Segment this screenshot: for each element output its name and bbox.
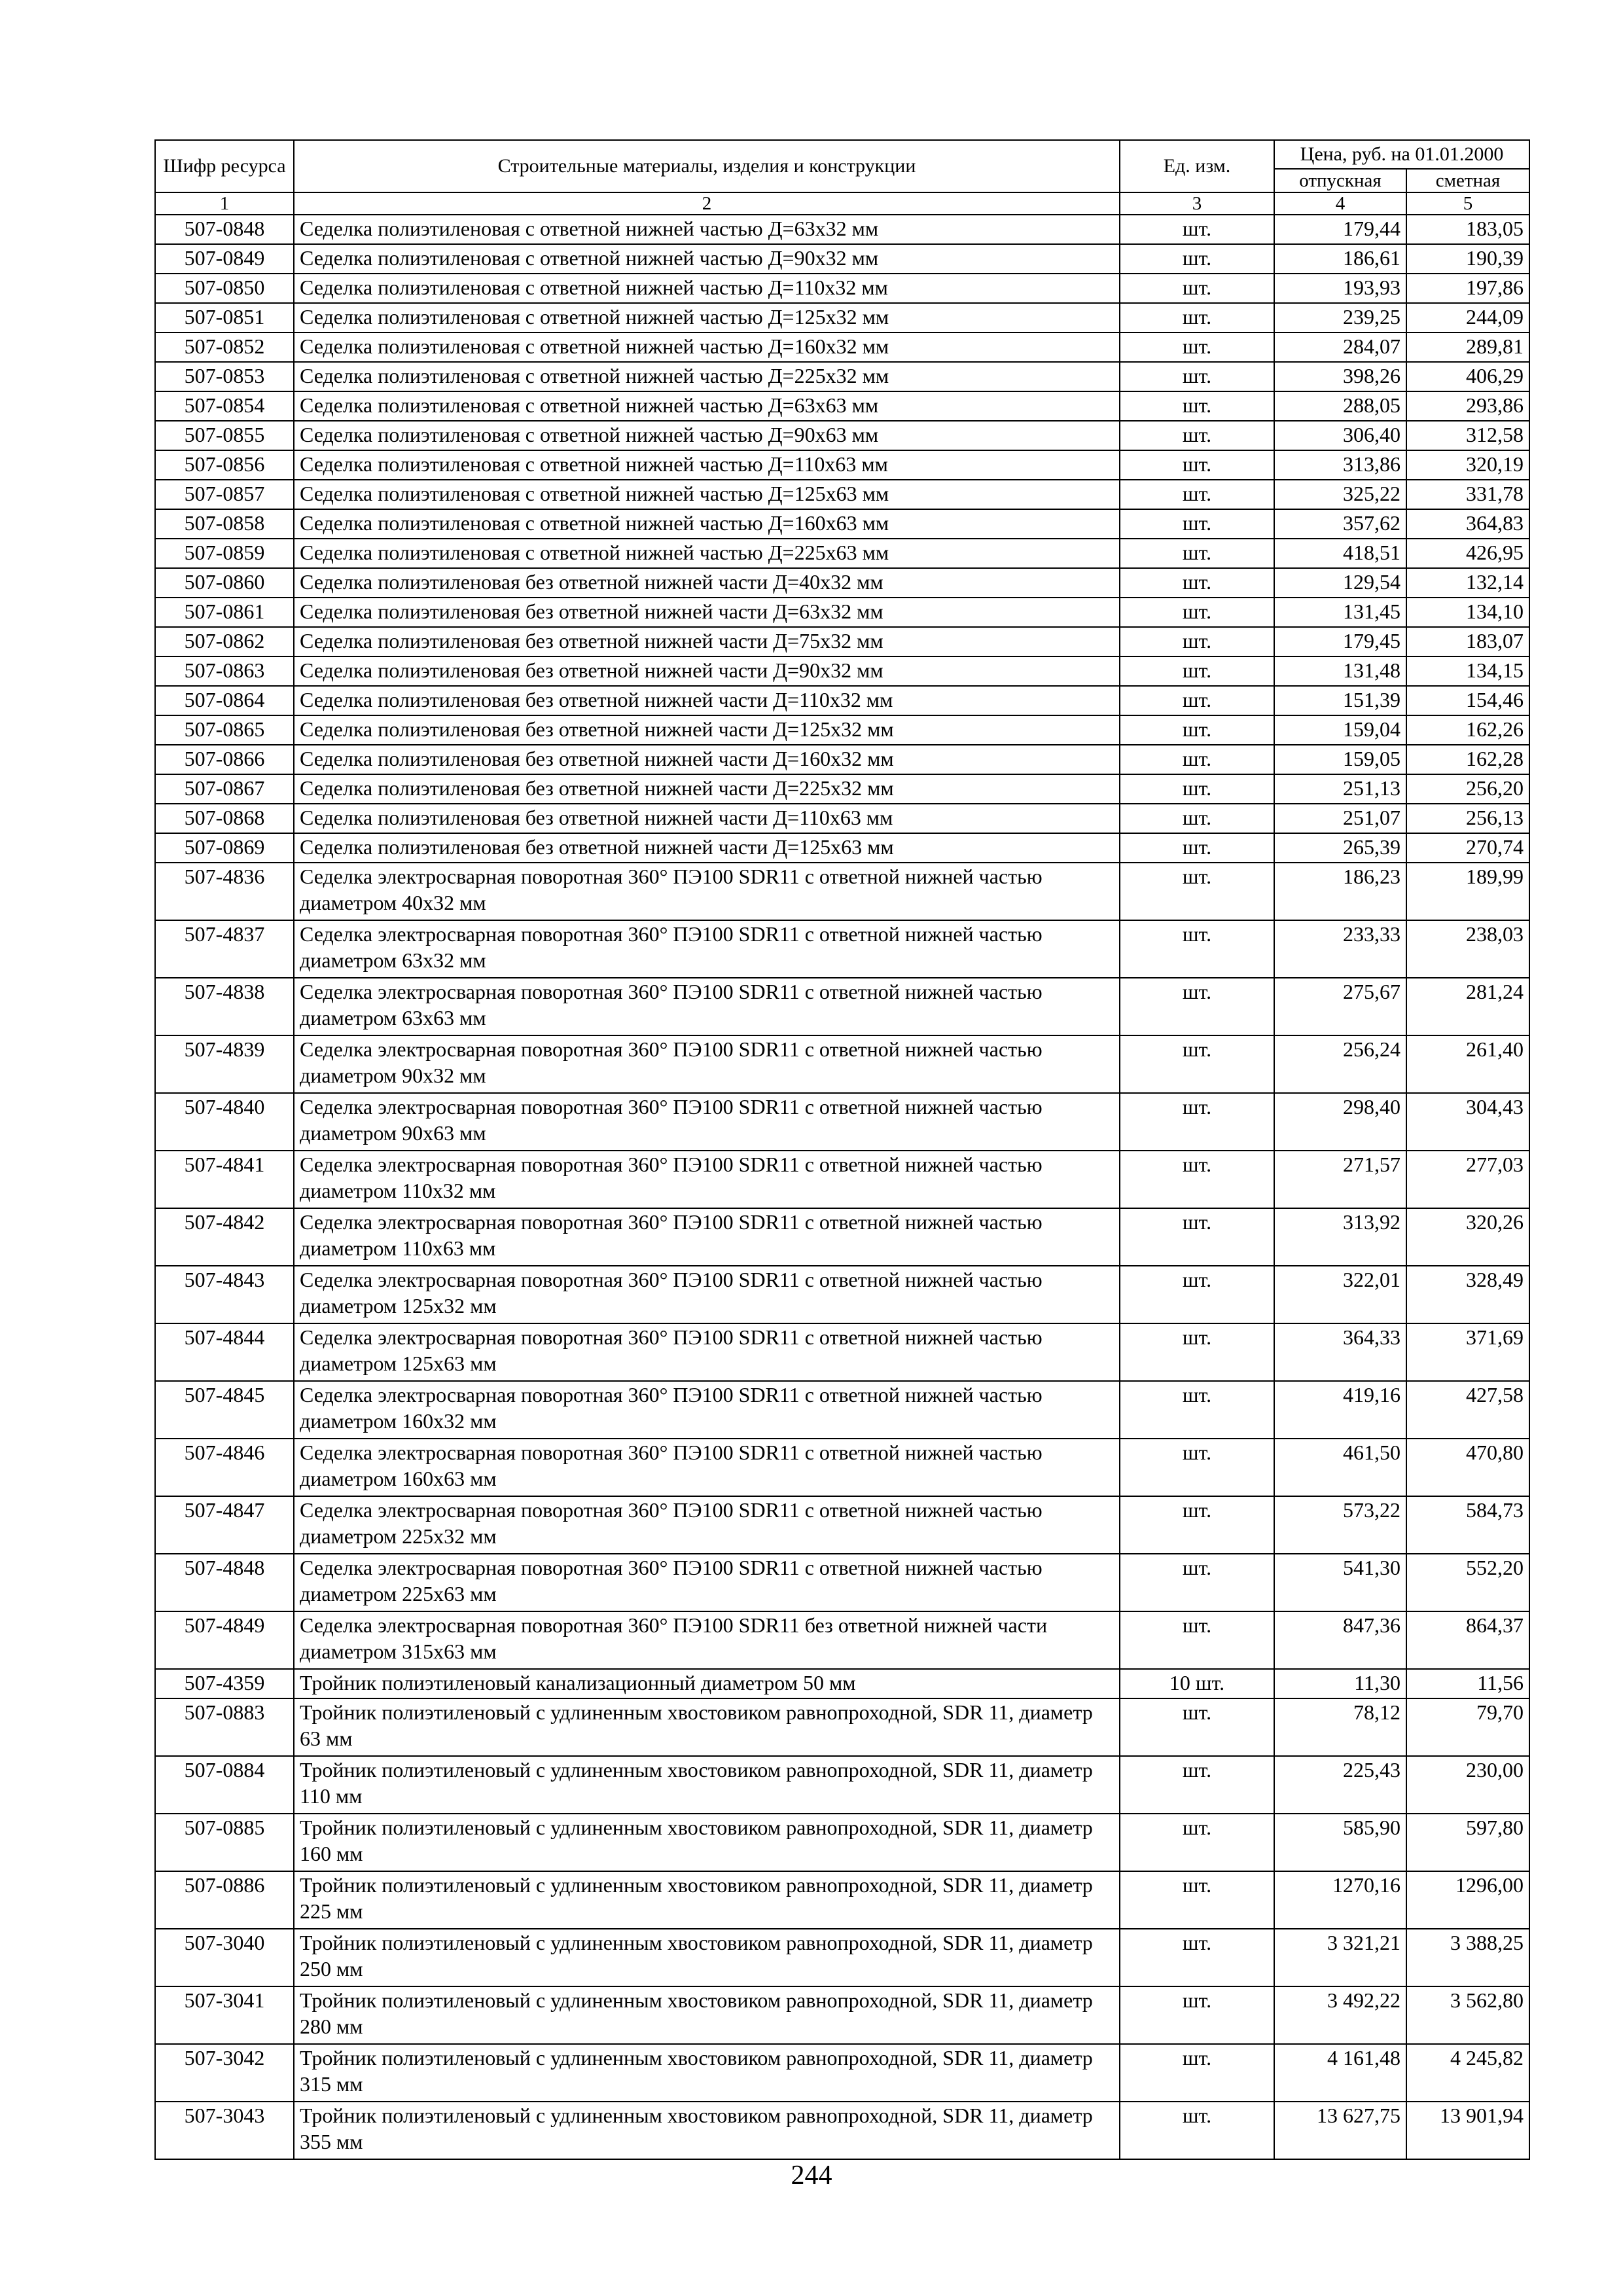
unit: шт. (1120, 1035, 1274, 1093)
release-price: 265,39 (1274, 833, 1406, 863)
material-name: Седелка полиэтиленовая без ответной нижней части Д=125х32 мм (294, 715, 1120, 745)
estimate-price: 364,83 (1406, 509, 1529, 539)
release-price: 398,26 (1274, 362, 1406, 391)
table-row (155, 274, 1529, 303)
column-number: 4 (1274, 192, 1406, 215)
table-row (155, 1323, 1529, 1381)
release-price: 271,57 (1274, 1151, 1406, 1208)
material-name: Седелка полиэтиленовая без ответной нижней части Д=110х32 мм (294, 686, 1120, 715)
estimate-price: 244,09 (1406, 303, 1529, 332)
resource-code: 507-3040 (155, 1929, 294, 1986)
material-name: Седелка электросварная поворотная 360° ПЭ100 SDR11 с ответной нижней частью диаметром 125х32 мм (294, 1266, 1120, 1323)
estimate-price: 312,58 (1406, 421, 1529, 450)
unit: шт. (1120, 362, 1274, 391)
table-row (155, 833, 1529, 863)
material-name: Седелка электросварная поворотная 360° ПЭ100 SDR11 с ответной нижней частью диаметром 63х63 мм (294, 978, 1120, 1035)
resource-code: 507-4844 (155, 1323, 294, 1381)
header-estimate: сметная (1406, 169, 1529, 192)
table-row (155, 1035, 1529, 1093)
resource-code: 507-4846 (155, 1439, 294, 1496)
resource-code: 507-0865 (155, 715, 294, 745)
material-name: Седелка полиэтиленовая с ответной нижней частью Д=125х63 мм (294, 480, 1120, 509)
resource-code: 507-0849 (155, 244, 294, 274)
estimate-price: 289,81 (1406, 332, 1529, 362)
resource-code: 507-4845 (155, 1381, 294, 1439)
release-price: 847,36 (1274, 1611, 1406, 1669)
material-name: Тройник полиэтиленовый с удлиненным хвостовиком равнопроходной, SDR 11, диаметр 160 мм (294, 1814, 1120, 1871)
release-price: 1270,16 (1274, 1871, 1406, 1929)
column-number: 5 (1406, 192, 1529, 215)
table-row (155, 1266, 1529, 1323)
estimate-price: 406,29 (1406, 362, 1529, 391)
table-row (155, 686, 1529, 715)
release-price: 186,23 (1274, 863, 1406, 920)
table-row (155, 568, 1529, 598)
release-price: 159,04 (1274, 715, 1406, 745)
material-name: Седелка электросварная поворотная 360° ПЭ100 SDR11 с ответной нижней частью диаметром 225х32 мм (294, 1496, 1120, 1554)
resource-code: 507-0854 (155, 391, 294, 421)
resource-code: 507-0860 (155, 568, 294, 598)
resource-code: 507-0859 (155, 539, 294, 568)
material-name: Седелка полиэтиленовая без ответной нижней части Д=40х32 мм (294, 568, 1120, 598)
column-number: 2 (294, 192, 1120, 215)
table-row (155, 863, 1529, 920)
unit: шт. (1120, 804, 1274, 833)
release-price: 288,05 (1274, 391, 1406, 421)
estimate-price: 189,99 (1406, 863, 1529, 920)
estimate-price: 320,26 (1406, 1208, 1529, 1266)
estimate-price: 230,00 (1406, 1756, 1529, 1814)
table-row (155, 391, 1529, 421)
price-table (154, 139, 1530, 2160)
material-name: Седелка электросварная поворотная 360° ПЭ100 SDR11 с ответной нижней частью диаметром 160х63 мм (294, 1439, 1120, 1496)
release-price: 159,05 (1274, 745, 1406, 774)
unit: шт. (1120, 1496, 1274, 1554)
release-price: 313,86 (1274, 450, 1406, 480)
unit: шт. (1120, 1439, 1274, 1496)
material-name: Седелка полиэтиленовая без ответной нижней части Д=160х32 мм (294, 745, 1120, 774)
table-row (155, 1611, 1529, 1669)
table-row (155, 1439, 1529, 1496)
release-price: 541,30 (1274, 1554, 1406, 1611)
release-price: 131,45 (1274, 598, 1406, 627)
table-row (155, 1151, 1529, 1208)
release-price: 179,45 (1274, 627, 1406, 656)
estimate-price: 183,05 (1406, 215, 1529, 244)
resource-code: 507-0884 (155, 1756, 294, 1814)
unit: шт. (1120, 1151, 1274, 1208)
resource-code: 507-4849 (155, 1611, 294, 1669)
release-price: 233,33 (1274, 920, 1406, 978)
release-price: 179,44 (1274, 215, 1406, 244)
resource-code: 507-4848 (155, 1554, 294, 1611)
estimate-price: 320,19 (1406, 450, 1529, 480)
estimate-price: 134,15 (1406, 656, 1529, 686)
table-row (155, 509, 1529, 539)
release-price: 239,25 (1274, 303, 1406, 332)
material-name: Седелка электросварная поворотная 360° ПЭ100 SDR11 с ответной нижней частью диаметром 125х63 мм (294, 1323, 1120, 1381)
resource-code: 507-0885 (155, 1814, 294, 1871)
material-name: Тройник полиэтиленовый с удлиненным хвостовиком равнопроходной, SDR 11, диаметр 250 мм (294, 1929, 1120, 1986)
resource-code: 507-0869 (155, 833, 294, 863)
column-number: 3 (1120, 192, 1274, 215)
header-price: Цена, руб. на 01.01.2000 (1274, 140, 1529, 169)
resource-code: 507-3041 (155, 1986, 294, 2044)
unit: шт. (1120, 715, 1274, 745)
table-row (155, 1554, 1529, 1611)
table-row (155, 2044, 1529, 2102)
table-row (155, 1669, 1529, 1698)
material-name: Седелка полиэтиленовая с ответной нижней частью Д=225х63 мм (294, 539, 1120, 568)
material-name: Седелка электросварная поворотная 360° ПЭ100 SDR11 с ответной нижней частью диаметром 90х63 мм (294, 1093, 1120, 1151)
material-name: Седелка полиэтиленовая без ответной нижней части Д=63х32 мм (294, 598, 1120, 627)
material-name: Тройник полиэтиленовый с удлиненным хвостовиком равнопроходной, SDR 11, диаметр 110 мм (294, 1756, 1120, 1814)
release-price: 151,39 (1274, 686, 1406, 715)
resource-code: 507-0866 (155, 745, 294, 774)
table-row (155, 656, 1529, 686)
unit: шт. (1120, 863, 1274, 920)
column-number: 1 (155, 192, 294, 215)
unit: шт. (1120, 480, 1274, 509)
table-row (155, 421, 1529, 450)
resource-code: 507-0857 (155, 480, 294, 509)
resource-code: 507-0867 (155, 774, 294, 804)
release-price: 13 627,75 (1274, 2102, 1406, 2159)
release-price: 256,24 (1274, 1035, 1406, 1093)
release-price: 131,48 (1274, 656, 1406, 686)
material-name: Седелка полиэтиленовая с ответной нижней частью Д=90х32 мм (294, 244, 1120, 274)
release-price: 418,51 (1274, 539, 1406, 568)
release-price: 3 492,22 (1274, 1986, 1406, 2044)
estimate-price: 3 562,80 (1406, 1986, 1529, 2044)
estimate-price: 293,86 (1406, 391, 1529, 421)
material-name: Седелка полиэтиленовая без ответной нижней части Д=125х63 мм (294, 833, 1120, 863)
resource-code: 507-0863 (155, 656, 294, 686)
unit: шт. (1120, 303, 1274, 332)
resource-code: 507-4840 (155, 1093, 294, 1151)
release-price: 193,93 (1274, 274, 1406, 303)
release-price: 275,67 (1274, 978, 1406, 1035)
table-row (155, 774, 1529, 804)
release-price: 325,22 (1274, 480, 1406, 509)
estimate-price: 4 245,82 (1406, 2044, 1529, 2102)
release-price: 322,01 (1274, 1266, 1406, 1323)
unit: шт. (1120, 1814, 1274, 1871)
resource-code: 507-0852 (155, 332, 294, 362)
release-price: 357,62 (1274, 509, 1406, 539)
unit: шт. (1120, 920, 1274, 978)
resource-code: 507-0853 (155, 362, 294, 391)
material-name: Седелка электросварная поворотная 360° ПЭ100 SDR11 с ответной нижней частью диаметром 225х63 мм (294, 1554, 1120, 1611)
release-price: 186,61 (1274, 244, 1406, 274)
estimate-price: 427,58 (1406, 1381, 1529, 1439)
material-name: Седелка электросварная поворотная 360° ПЭ100 SDR11 с ответной нижней частью диаметром 90х32 мм (294, 1035, 1120, 1093)
estimate-price: 162,28 (1406, 745, 1529, 774)
estimate-price: 597,80 (1406, 1814, 1529, 1871)
resource-code: 507-0886 (155, 1871, 294, 1929)
estimate-price: 584,73 (1406, 1496, 1529, 1554)
resource-code: 507-0848 (155, 215, 294, 244)
page-number: 244 (791, 2161, 832, 2191)
estimate-price: 426,95 (1406, 539, 1529, 568)
resource-code: 507-0858 (155, 509, 294, 539)
resource-code: 507-0883 (155, 1698, 294, 1756)
material-name: Тройник полиэтиленовый канализационный диаметром 50 мм (294, 1669, 1120, 1698)
material-name: Седелка полиэтиленовая с ответной нижней частью Д=225х32 мм (294, 362, 1120, 391)
material-name: Седелка полиэтиленовая без ответной нижней части Д=75х32 мм (294, 627, 1120, 656)
unit: шт. (1120, 1381, 1274, 1439)
unit: шт. (1120, 2102, 1274, 2159)
estimate-price: 331,78 (1406, 480, 1529, 509)
table-row (155, 1698, 1529, 1756)
unit: шт. (1120, 421, 1274, 450)
release-price: 298,40 (1274, 1093, 1406, 1151)
release-price: 225,43 (1274, 1756, 1406, 1814)
table-row (155, 1929, 1529, 1986)
unit: шт. (1120, 1698, 1274, 1756)
unit: шт. (1120, 450, 1274, 480)
table-row (155, 244, 1529, 274)
estimate-price: 11,56 (1406, 1669, 1529, 1698)
table-row (155, 1093, 1529, 1151)
table-row (155, 920, 1529, 978)
unit: шт. (1120, 539, 1274, 568)
estimate-price: 304,43 (1406, 1093, 1529, 1151)
material-name: Седелка полиэтиленовая без ответной нижней части Д=90х32 мм (294, 656, 1120, 686)
unit: шт. (1120, 1323, 1274, 1381)
release-price: 4 161,48 (1274, 2044, 1406, 2102)
unit: шт. (1120, 774, 1274, 804)
unit: шт. (1120, 568, 1274, 598)
resource-code: 507-4359 (155, 1669, 294, 1698)
estimate-price: 190,39 (1406, 244, 1529, 274)
unit: шт. (1120, 1611, 1274, 1669)
estimate-price: 261,40 (1406, 1035, 1529, 1093)
release-price: 585,90 (1274, 1814, 1406, 1871)
material-name: Седелка электросварная поворотная 360° ПЭ100 SDR11 с ответной нижней частью диаметром 40х32 мм (294, 863, 1120, 920)
resource-code: 507-0850 (155, 274, 294, 303)
material-name: Седелка полиэтиленовая с ответной нижней частью Д=125х32 мм (294, 303, 1120, 332)
material-name: Седелка полиэтиленовая с ответной нижней частью Д=110х32 мм (294, 274, 1120, 303)
header-release: отпускная (1274, 169, 1406, 192)
material-name: Седелка полиэтиленовая с ответной нижней частью Д=63х32 мм (294, 215, 1120, 244)
material-name: Седелка полиэтиленовая с ответной нижней частью Д=110х63 мм (294, 450, 1120, 480)
unit: шт. (1120, 215, 1274, 244)
material-name: Седелка электросварная поворотная 360° ПЭ100 SDR11 с ответной нижней частью диаметром 160х32 мм (294, 1381, 1120, 1439)
table-row (155, 1381, 1529, 1439)
unit: шт. (1120, 1756, 1274, 1814)
resource-code: 507-0861 (155, 598, 294, 627)
table-body (155, 215, 1529, 2159)
table-row (155, 1814, 1529, 1871)
table-row (155, 1208, 1529, 1266)
material-name: Тройник полиэтиленовый с удлиненным хвостовиком равнопроходной, SDR 11, диаметр 280 мм (294, 1986, 1120, 2044)
release-price: 11,30 (1274, 1669, 1406, 1698)
material-name: Седелка полиэтиленовая с ответной нижней частью Д=90х63 мм (294, 421, 1120, 450)
table-row (155, 332, 1529, 362)
release-price: 251,13 (1274, 774, 1406, 804)
table-row (155, 745, 1529, 774)
material-name: Седелка электросварная поворотная 360° ПЭ100 SDR11 с ответной нижней частью диаметром 110х32 мм (294, 1151, 1120, 1208)
unit: шт. (1120, 745, 1274, 774)
unit: шт. (1120, 833, 1274, 863)
header-unit: Ед. изм. (1120, 140, 1274, 192)
unit: шт. (1120, 686, 1274, 715)
unit: шт. (1120, 391, 1274, 421)
material-name: Седелка полиэтиленовая с ответной нижней частью Д=160х63 мм (294, 509, 1120, 539)
release-price: 306,40 (1274, 421, 1406, 450)
table-header (155, 140, 1529, 215)
resource-code: 507-4836 (155, 863, 294, 920)
estimate-price: 864,37 (1406, 1611, 1529, 1669)
resource-code: 507-3043 (155, 2102, 294, 2159)
material-name: Седелка электросварная поворотная 360° ПЭ100 SDR11 без ответной нижней части диаметром 315х63 мм (294, 1611, 1120, 1669)
table-row (155, 1756, 1529, 1814)
table-row (155, 450, 1529, 480)
estimate-price: 371,69 (1406, 1323, 1529, 1381)
material-name: Седелка полиэтиленовая без ответной нижней части Д=110х63 мм (294, 804, 1120, 833)
estimate-price: 162,26 (1406, 715, 1529, 745)
estimate-price: 13 901,94 (1406, 2102, 1529, 2159)
material-name: Тройник полиэтиленовый с удлиненным хвостовиком равнопроходной, SDR 11, диаметр 63 мм (294, 1698, 1120, 1756)
table-row (155, 978, 1529, 1035)
estimate-price: 270,74 (1406, 833, 1529, 863)
table-row (155, 480, 1529, 509)
unit: шт. (1120, 1093, 1274, 1151)
table-row (155, 1871, 1529, 1929)
estimate-price: 1296,00 (1406, 1871, 1529, 1929)
estimate-price: 154,46 (1406, 686, 1529, 715)
table-row (155, 215, 1529, 244)
estimate-price: 238,03 (1406, 920, 1529, 978)
resource-code: 507-0851 (155, 303, 294, 332)
unit: шт. (1120, 627, 1274, 656)
resource-code: 507-4842 (155, 1208, 294, 1266)
resource-code: 507-0864 (155, 686, 294, 715)
unit: шт. (1120, 978, 1274, 1035)
table-row (155, 1496, 1529, 1554)
resource-code: 507-0868 (155, 804, 294, 833)
estimate-price: 3 388,25 (1406, 1929, 1529, 1986)
unit: шт. (1120, 1554, 1274, 1611)
unit: шт. (1120, 509, 1274, 539)
estimate-price: 256,13 (1406, 804, 1529, 833)
table-row (155, 1986, 1529, 2044)
estimate-price: 470,80 (1406, 1439, 1529, 1496)
unit: шт. (1120, 598, 1274, 627)
table-row (155, 598, 1529, 627)
release-price: 419,16 (1274, 1381, 1406, 1439)
release-price: 78,12 (1274, 1698, 1406, 1756)
resource-code: 507-4843 (155, 1266, 294, 1323)
resource-code: 507-0855 (155, 421, 294, 450)
estimate-price: 281,24 (1406, 978, 1529, 1035)
release-price: 251,07 (1274, 804, 1406, 833)
release-price: 461,50 (1274, 1439, 1406, 1496)
release-price: 284,07 (1274, 332, 1406, 362)
resource-code: 507-4839 (155, 1035, 294, 1093)
release-price: 3 321,21 (1274, 1929, 1406, 1986)
table-row (155, 303, 1529, 332)
estimate-price: 197,86 (1406, 274, 1529, 303)
material-name: Тройник полиэтиленовый с удлиненным хвостовиком равнопроходной, SDR 11, диаметр 315 мм (294, 2044, 1120, 2102)
estimate-price: 79,70 (1406, 1698, 1529, 1756)
estimate-price: 134,10 (1406, 598, 1529, 627)
header-name: Строительные материалы, изделия и конструкции (294, 140, 1120, 192)
estimate-price: 183,07 (1406, 627, 1529, 656)
material-name: Тройник полиэтиленовый с удлиненным хвостовиком равнопроходной, SDR 11, диаметр 225 мм (294, 1871, 1120, 1929)
resource-code: 507-0862 (155, 627, 294, 656)
release-price: 573,22 (1274, 1496, 1406, 1554)
release-price: 313,92 (1274, 1208, 1406, 1266)
estimate-price: 552,20 (1406, 1554, 1529, 1611)
unit: шт. (1120, 1871, 1274, 1929)
resource-code: 507-0856 (155, 450, 294, 480)
material-name: Седелка полиэтиленовая с ответной нижней частью Д=160х32 мм (294, 332, 1120, 362)
material-name: Седелка электросварная поворотная 360° ПЭ100 SDR11 с ответной нижней частью диаметром 63х32 мм (294, 920, 1120, 978)
unit: шт. (1120, 2044, 1274, 2102)
table-row (155, 627, 1529, 656)
estimate-price: 328,49 (1406, 1266, 1529, 1323)
unit: шт. (1120, 1929, 1274, 1986)
header-code: Шифр ресурса (155, 140, 294, 192)
resource-code: 507-4847 (155, 1496, 294, 1554)
resource-code: 507-4841 (155, 1151, 294, 1208)
unit: шт. (1120, 656, 1274, 686)
resource-code: 507-4838 (155, 978, 294, 1035)
estimate-price: 277,03 (1406, 1151, 1529, 1208)
table-row (155, 362, 1529, 391)
table-row (155, 804, 1529, 833)
release-price: 129,54 (1274, 568, 1406, 598)
unit: шт. (1120, 1266, 1274, 1323)
unit: шт. (1120, 244, 1274, 274)
unit: 10 шт. (1120, 1669, 1274, 1698)
unit: шт. (1120, 1208, 1274, 1266)
table-row (155, 715, 1529, 745)
material-name: Седелка полиэтиленовая с ответной нижней частью Д=63х63 мм (294, 391, 1120, 421)
release-price: 364,33 (1274, 1323, 1406, 1381)
resource-code: 507-3042 (155, 2044, 294, 2102)
unit: шт. (1120, 1986, 1274, 2044)
material-name: Седелка электросварная поворотная 360° ПЭ100 SDR11 с ответной нижней частью диаметром 110х63 мм (294, 1208, 1120, 1266)
estimate-price: 256,20 (1406, 774, 1529, 804)
material-name: Тройник полиэтиленовый с удлиненным хвостовиком равнопроходной, SDR 11, диаметр 355 мм (294, 2102, 1120, 2159)
table-row (155, 539, 1529, 568)
unit: шт. (1120, 274, 1274, 303)
material-name: Седелка полиэтиленовая без ответной нижней части Д=225х32 мм (294, 774, 1120, 804)
table-row (155, 2102, 1529, 2159)
unit: шт. (1120, 332, 1274, 362)
estimate-price: 132,14 (1406, 568, 1529, 598)
resource-code: 507-4837 (155, 920, 294, 978)
